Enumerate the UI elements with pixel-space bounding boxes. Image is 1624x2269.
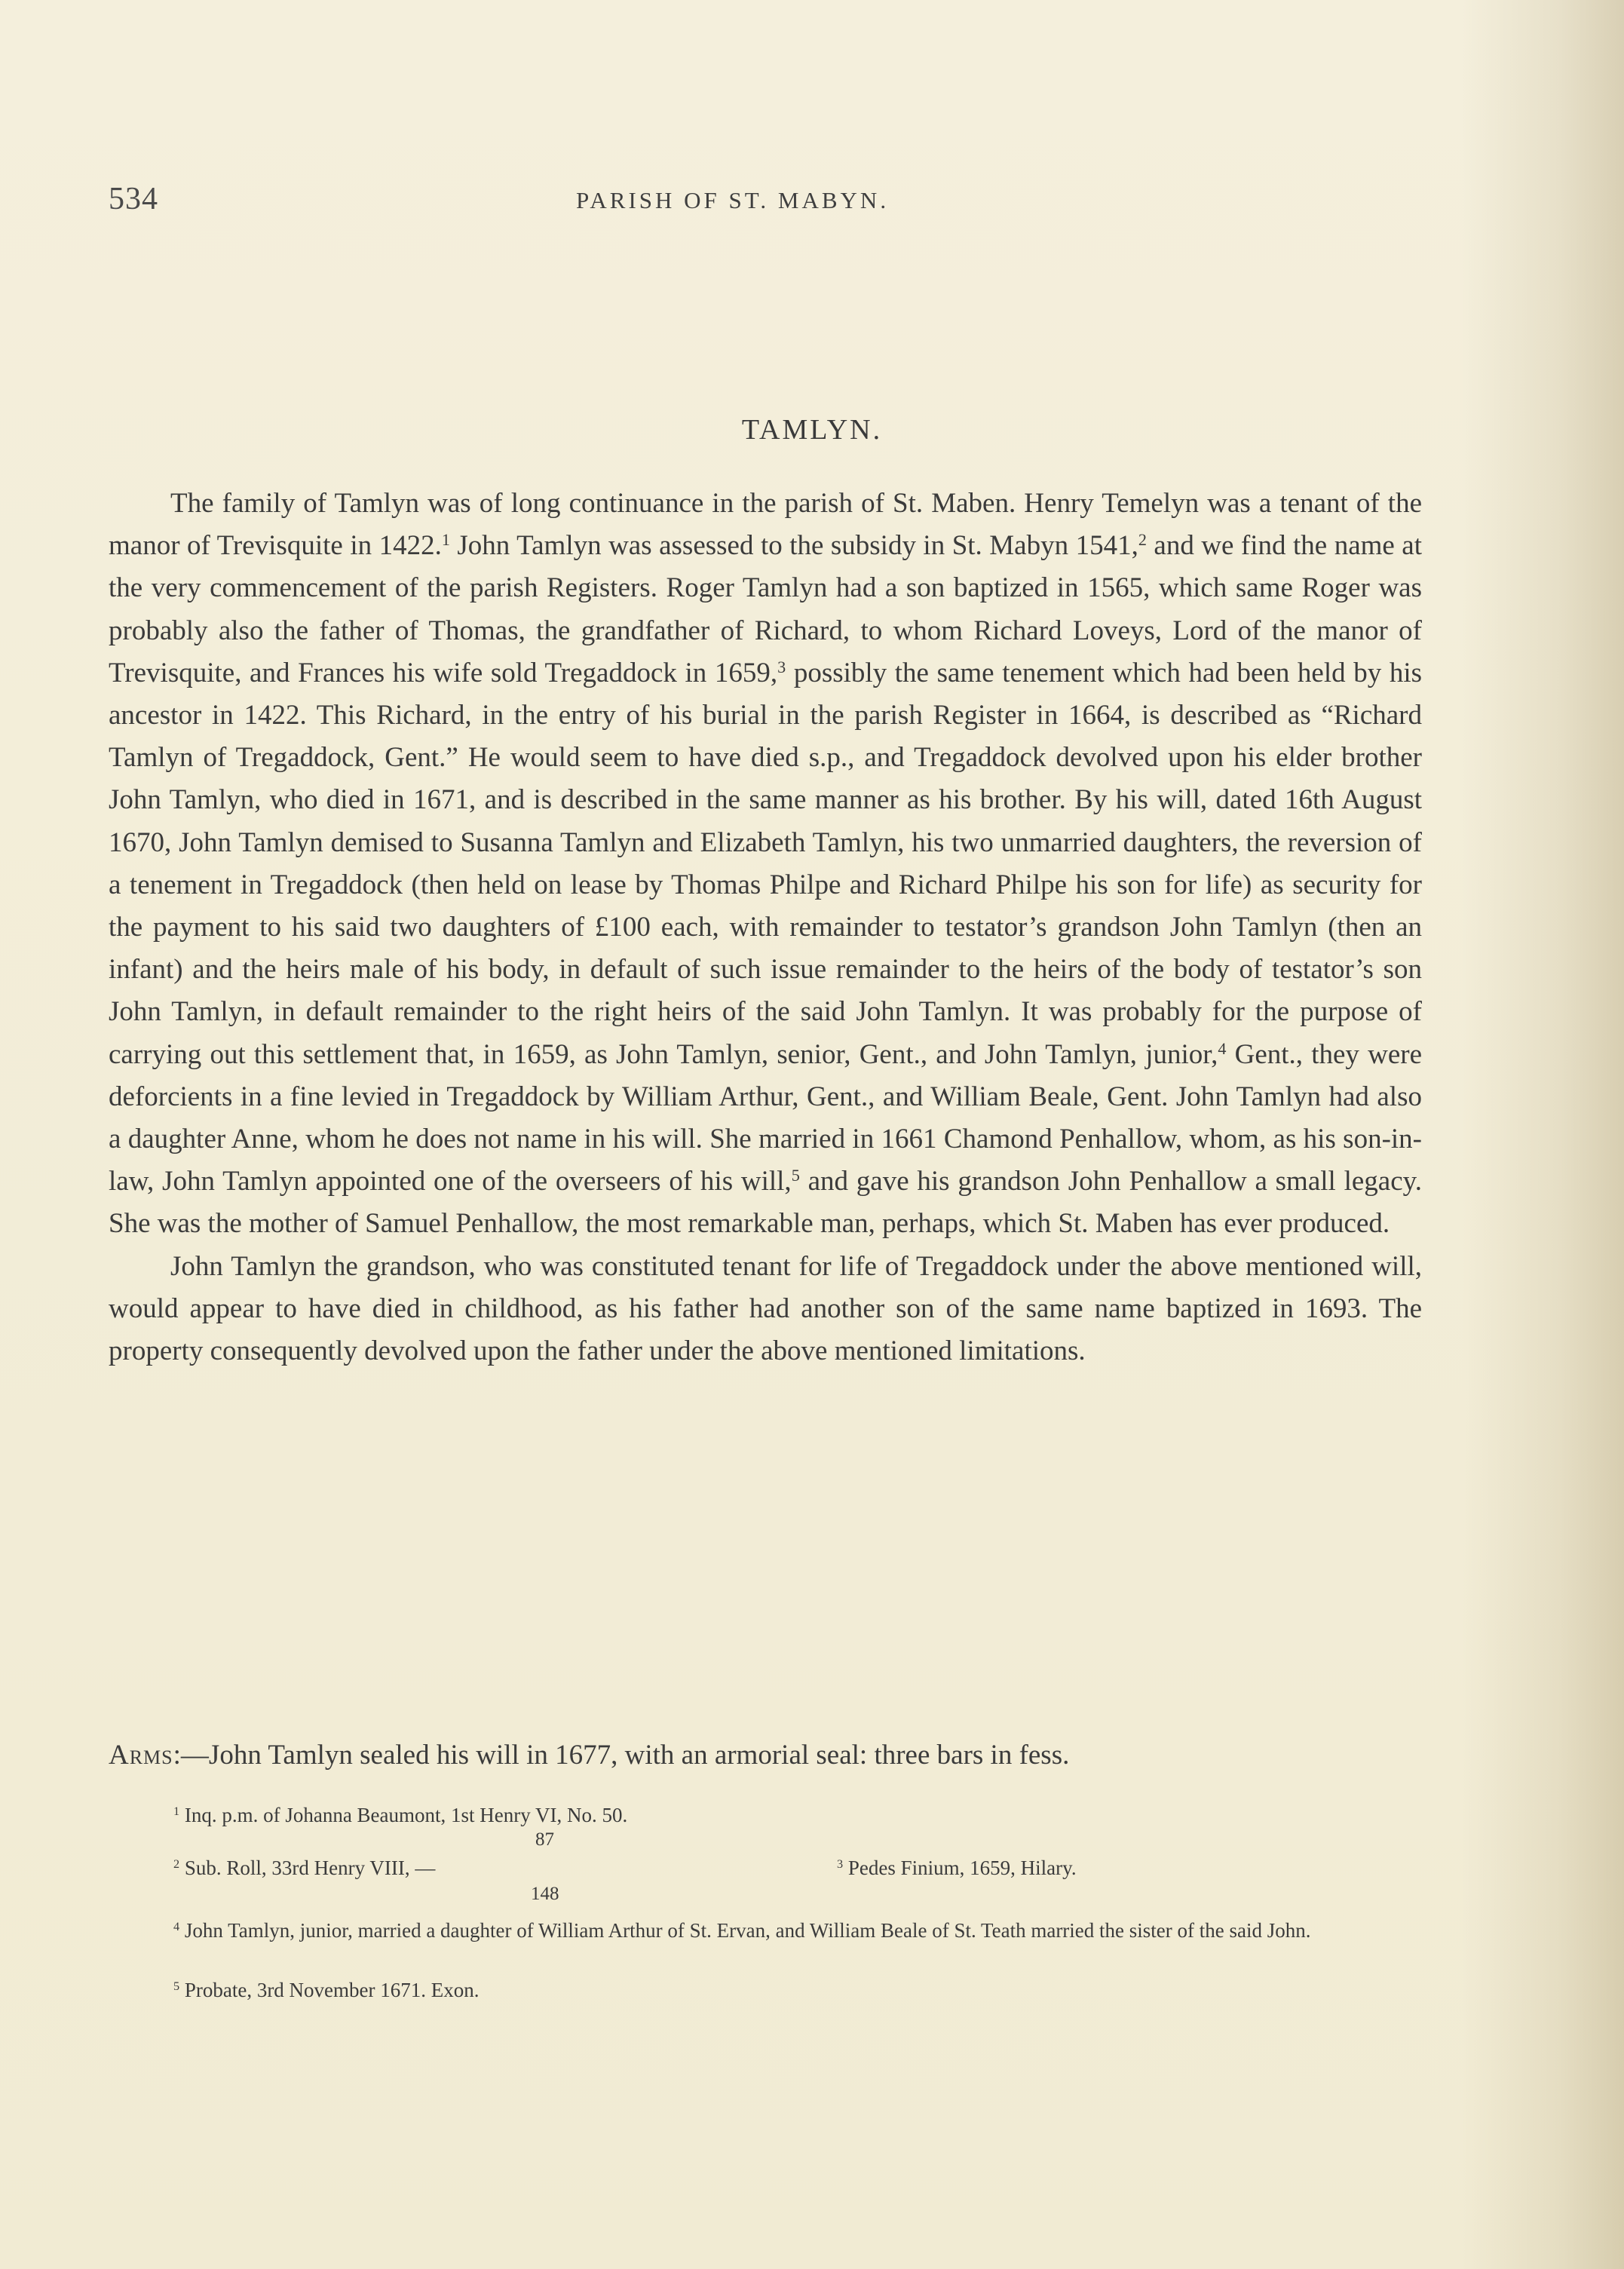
footnote-3-mark: 3 (837, 1857, 844, 1872)
paragraph-1-part-c: and we find the name at the very commencement of the parish Registers. Roger Tamlyn had a son baptized in 1565, which same Roger was probably also the father of Thomas, the grandfather of Richard, to whom Richard Loveys, Lord of the manor of Trevisquite, and Frances his wife sold Tregaddock in 1659, (109, 530, 1422, 688)
footnote-1-mark: 1 (173, 1804, 180, 1819)
running-title: PARISH OF ST. MABYN. (576, 187, 890, 213)
section-title: TAMLYN. (741, 414, 883, 446)
footnote-ref-2: 2 (1138, 530, 1147, 549)
footnote-3 (837, 1857, 1077, 1880)
running-head (109, 181, 1422, 226)
footnote-1-fraction: 87 (535, 1829, 554, 1850)
page-number: 534 (109, 182, 158, 216)
paragraph-1-part-f: and gave his grandson John Penhallow a small legacy. She was the mother of Samuel Penhallow, the most remarkable man, perhaps, which St. Maben has ever produced. (109, 1166, 1422, 1240)
arms-text: :—John Tamlyn sealed his will in 1677, with an armorial seal: three bars in fess. (173, 1740, 1070, 1771)
paragraph-1 (109, 483, 1422, 1246)
footnote-1 (173, 1804, 627, 1827)
footnote-ref-1: 1 (441, 530, 450, 549)
arms-label: Arms (109, 1740, 173, 1771)
footnote-5 (173, 1979, 480, 2002)
footnote-2-fraction: 148 (531, 1884, 559, 1904)
footnote-4-text: John Tamlyn, junior, married a daughter of William Arthur of St. Ervan, and William Beale of St. Teath married the sister of the said John. (184, 1919, 1311, 1942)
footnote-3-text: Pedes Finium, 1659, Hilary. (847, 1857, 1077, 1879)
paragraph-1-part-a: The family of Tamlyn was of long continuance in the parish of St. Maben. Henry Temelyn was a tenant of the manor of Trevisquite in 1422. (109, 488, 1422, 562)
paragraph-2: John Tamlyn the grandson, who was constituted tenant for life of Tregaddock under the above mentioned will, would appear to have died in childhood, as his father had another son of the same name baptized in 1693. The property consequently devolved upon the father under the above mentioned limitations. (109, 1250, 1422, 1367)
footnote-ref-5: 5 (791, 1166, 800, 1185)
footnote-1-text: Inq. p.m. of Johanna Beaumont, 1st Henry VI, No. 50. (184, 1804, 628, 1826)
footnote-5-text: Probate, 3rd November 1671. Exon. (184, 1979, 480, 2001)
footnote-ref-3: 3 (777, 657, 786, 676)
paragraph-1-part-e: Gent., they were deforcients in a fine levied in Tregaddock by William Arthur, Gent., and William Beale, Gent. John Tamlyn had also a daughter Anne, whom he does not name in his will. She married in 1661 Chamond Penhallow, whom, as his son-in-law, John Tamlyn appointed one of the overseers of his will, (109, 1038, 1422, 1197)
footnote-ref-4: 4 (1218, 1038, 1227, 1058)
footnote-2 (173, 1857, 435, 1880)
arms-statement (109, 1734, 1422, 1777)
footnote-5-mark: 5 (173, 1979, 180, 1994)
footnote-4-mark: 4 (173, 1920, 180, 1934)
body-text (109, 483, 1422, 1372)
footnote-2-mark: 2 (173, 1857, 180, 1872)
footnote-2-text: Sub. Roll, 33rd Henry VIII, — (184, 1857, 436, 1879)
footnote-4 (109, 1915, 1422, 1946)
paragraph-1-part-d: possibly the same tenement which had been held by his ancestor in 1422. This Richard, in the entry of his burial in the parish Register in 1664, is described as “Richard Tamlyn of Tregaddock, Gent.” He would seem to have died s.p., and Tregaddock devolved upon his elder brother John Tamlyn, who died in 1671, and is described in the same manner as his brother. By his will, dated 16th August 1670, John Tamlyn demised to Susanna Tamlyn and Elizabeth Tamlyn, his two unmarried daughters, the reversion of a tenement in Tregaddock (then held on lease by Thomas Philpe and Richard Philpe his son for life) as security for the payment to his said two daughters of £100 each, with remainder to testator’s grandson John Tamlyn (then an infant) and the heirs male of his body, in default of such issue remainder to the heirs of the body of testator’s son John Tamlyn, in default remainder to the right heirs of the said John Tamlyn. It was probably for the purpose of carrying out this settlement that, in 1659, as John Tamlyn, senior, Gent., and John Tamlyn, junior, (109, 657, 1423, 1070)
paragraph-1-part-b: John Tamlyn was assessed to the subsidy in St. Mabyn 1541, (449, 530, 1138, 562)
